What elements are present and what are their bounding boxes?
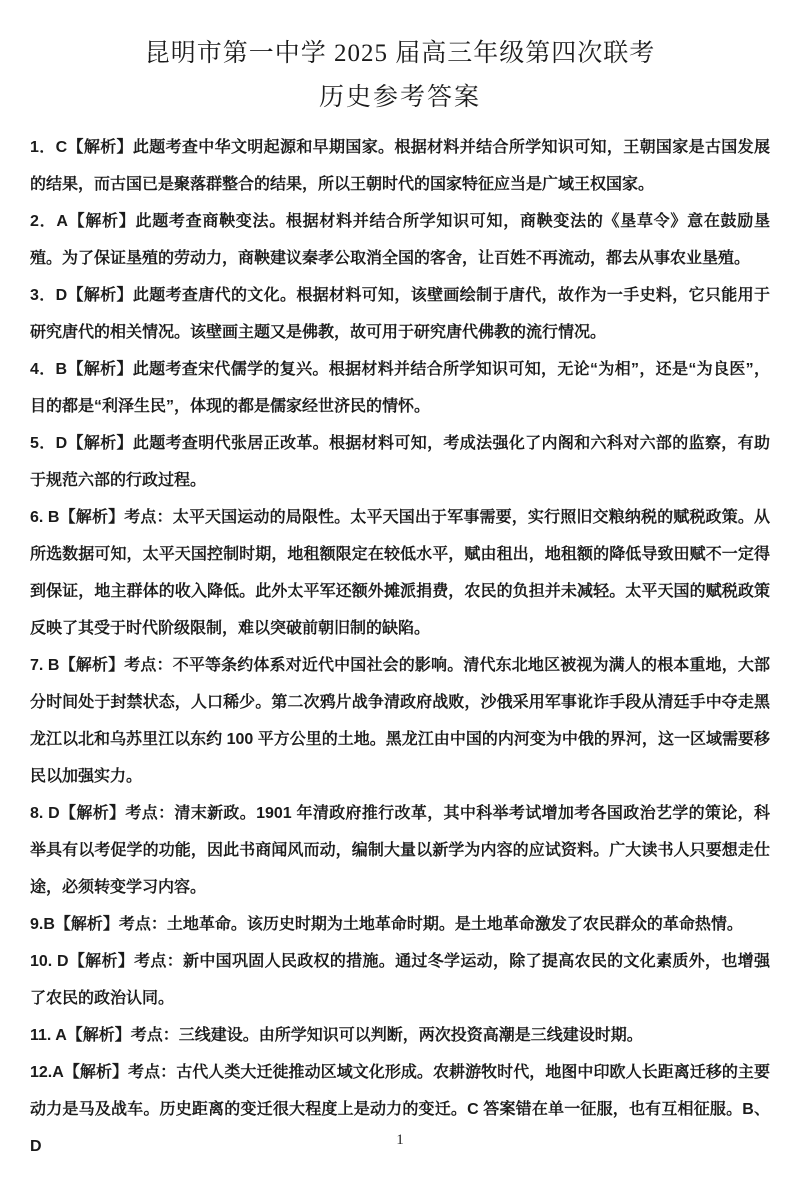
answer-item-6 bbox=[30, 499, 770, 647]
answer-number: 11. A bbox=[30, 1027, 67, 1044]
answer-item-5 bbox=[30, 425, 770, 499]
answer-explanation: 考点：三线建设。由所学知识可以判断，两次投资高潮是三线建设时期。 bbox=[130, 1027, 643, 1044]
answer-number: 5．D bbox=[30, 435, 68, 452]
answer-list bbox=[30, 129, 770, 1165]
answer-number: 9.B bbox=[30, 916, 55, 933]
document-title: 昆明市第一中学 2025 届高三年级第四次联考 bbox=[144, 40, 656, 67]
answer-explanation: 考点：清末新政。1901 年清政府推行改革，其中科举考试增加考各国政治艺学的策论，科举具有以考促学的功能，因此书商闻风而动，编制大量以新学为内容的应试资料。广大读书人只要想走仕途，必须转变学习内容。 bbox=[30, 805, 770, 896]
answer-number: 4．B bbox=[30, 361, 68, 378]
answer-explanation: 此题考查唐代的文化。根据材料可知，该壁画绘制于唐代，故作为一手史料，它只能用于研究唐代的相关情况。该壁画主题又是佛教，故可用于研究唐代佛教的流行情况。 bbox=[30, 287, 770, 341]
answer-item-2 bbox=[30, 203, 770, 277]
analysis-label: 【解析】 bbox=[59, 657, 125, 674]
answer-explanation: 考点：古代人类大迁徙推动区域文化形成。农耕游牧时代，地图中印欧人长距离迁移的主要动力是马及战车。历史距离的变迁很大程度上是动力的变迁。C 答案错在单一征服，也有互相征服。B、D bbox=[30, 1064, 770, 1155]
answer-item-11 bbox=[30, 1017, 770, 1054]
analysis-label: 【解析】 bbox=[54, 916, 119, 933]
analysis-label: 【解析】 bbox=[59, 805, 126, 822]
document-subtitle: 历史参考答案 bbox=[318, 84, 481, 111]
answer-number: 2．A bbox=[30, 213, 68, 230]
answer-number: 10. D bbox=[30, 953, 69, 970]
answer-item-3 bbox=[30, 277, 770, 351]
analysis-label: 【解析】 bbox=[67, 213, 136, 230]
answer-explanation: 此题考查明代张居正改革。根据材料可知，考成法强化了内阁和六科对六部的监察，有助于规范六部的行政过程。 bbox=[30, 435, 770, 489]
answer-item-7 bbox=[30, 647, 770, 795]
answer-explanation: 考点：新中国巩固人民政权的措施。通过冬学运动，除了提高农民的文化素质外，也增强了农民的政治认同。 bbox=[30, 953, 770, 1007]
answer-item-9 bbox=[30, 906, 770, 943]
analysis-label: 【解析】 bbox=[67, 139, 133, 156]
page-number: 1 bbox=[396, 1132, 404, 1148]
answer-item-8 bbox=[30, 795, 770, 906]
answer-explanation: 考点：太平天国运动的局限性。太平天国出于军事需要，实行照旧交粮纳税的赋税政策。从所选数据可知，太平天国控制时期，地租额限定在较低水平，赋由租出，地租额的降低导致田赋不一定得到保证，地主群体的收入降低。此外太平军还额外摊派捐费，农民的负担并未减轻。太平天国的赋税政策反映了其受于时代阶级限制，难以突破前朝旧制的缺陷。 bbox=[30, 509, 770, 637]
answer-number: 8. D bbox=[30, 805, 60, 822]
answer-number: 12.A bbox=[30, 1064, 64, 1081]
answer-item-1 bbox=[30, 129, 770, 203]
analysis-label: 【解析】 bbox=[67, 287, 133, 304]
analysis-label: 【解析】 bbox=[68, 953, 135, 970]
answer-explanation: 考点：土地革命。该历史时期为土地革命时期。是土地革命激发了农民群众的革命热情。 bbox=[118, 916, 743, 933]
answer-explanation: 此题考查宋代儒学的复兴。根据材料并结合所学知识可知，无论“为相”，还是“为良医”，目的都是“利泽生民”，体现的都是儒家经世济民的情怀。 bbox=[30, 361, 770, 415]
analysis-label: 【解析】 bbox=[63, 1064, 129, 1081]
answer-number: 6. B bbox=[30, 509, 60, 526]
answer-explanation: 考点：不平等条约体系对近代中国社会的影响。清代东北地区被视为满人的根本重地，大部分时间处于封禁状态，人口稀少。第二次鸦片战争清政府战败，沙俄采用军事讹诈手段从清廷手中夺走黑龙江以北和乌苏里江以东约 100 平方公里的土地。黑龙江由中国的内河变为中俄的界河，这一区域需要移民以加强实力。 bbox=[30, 657, 770, 785]
answer-item-4 bbox=[30, 351, 770, 425]
answer-explanation: 此题考查中华文明起源和早期国家。根据材料并结合所学知识可知，王朝国家是古国发展的结果，而古国已是聚落群整合的结果，所以王朝时代的国家特征应当是广域王权国家。 bbox=[30, 139, 770, 193]
analysis-label: 【解析】 bbox=[59, 509, 125, 526]
answer-item-10 bbox=[30, 943, 770, 1017]
answer-explanation: 此题考查商鞅变法。根据材料并结合所学知识可知，商鞅变法的《垦草令》意在鼓励垦殖。为了保证垦殖的劳动力，商鞅建议秦孝公取消全国的客舍，让百姓不再流动，都去从事农业垦殖。 bbox=[30, 213, 770, 267]
answer-number: 3．D bbox=[30, 287, 68, 304]
analysis-label: 【解析】 bbox=[66, 1027, 131, 1044]
analysis-label: 【解析】 bbox=[67, 435, 133, 452]
answer-number: 7. B bbox=[30, 657, 60, 674]
analysis-label: 【解析】 bbox=[67, 361, 133, 378]
answer-number: 1．C bbox=[30, 139, 68, 156]
document-header bbox=[0, 0, 800, 116]
